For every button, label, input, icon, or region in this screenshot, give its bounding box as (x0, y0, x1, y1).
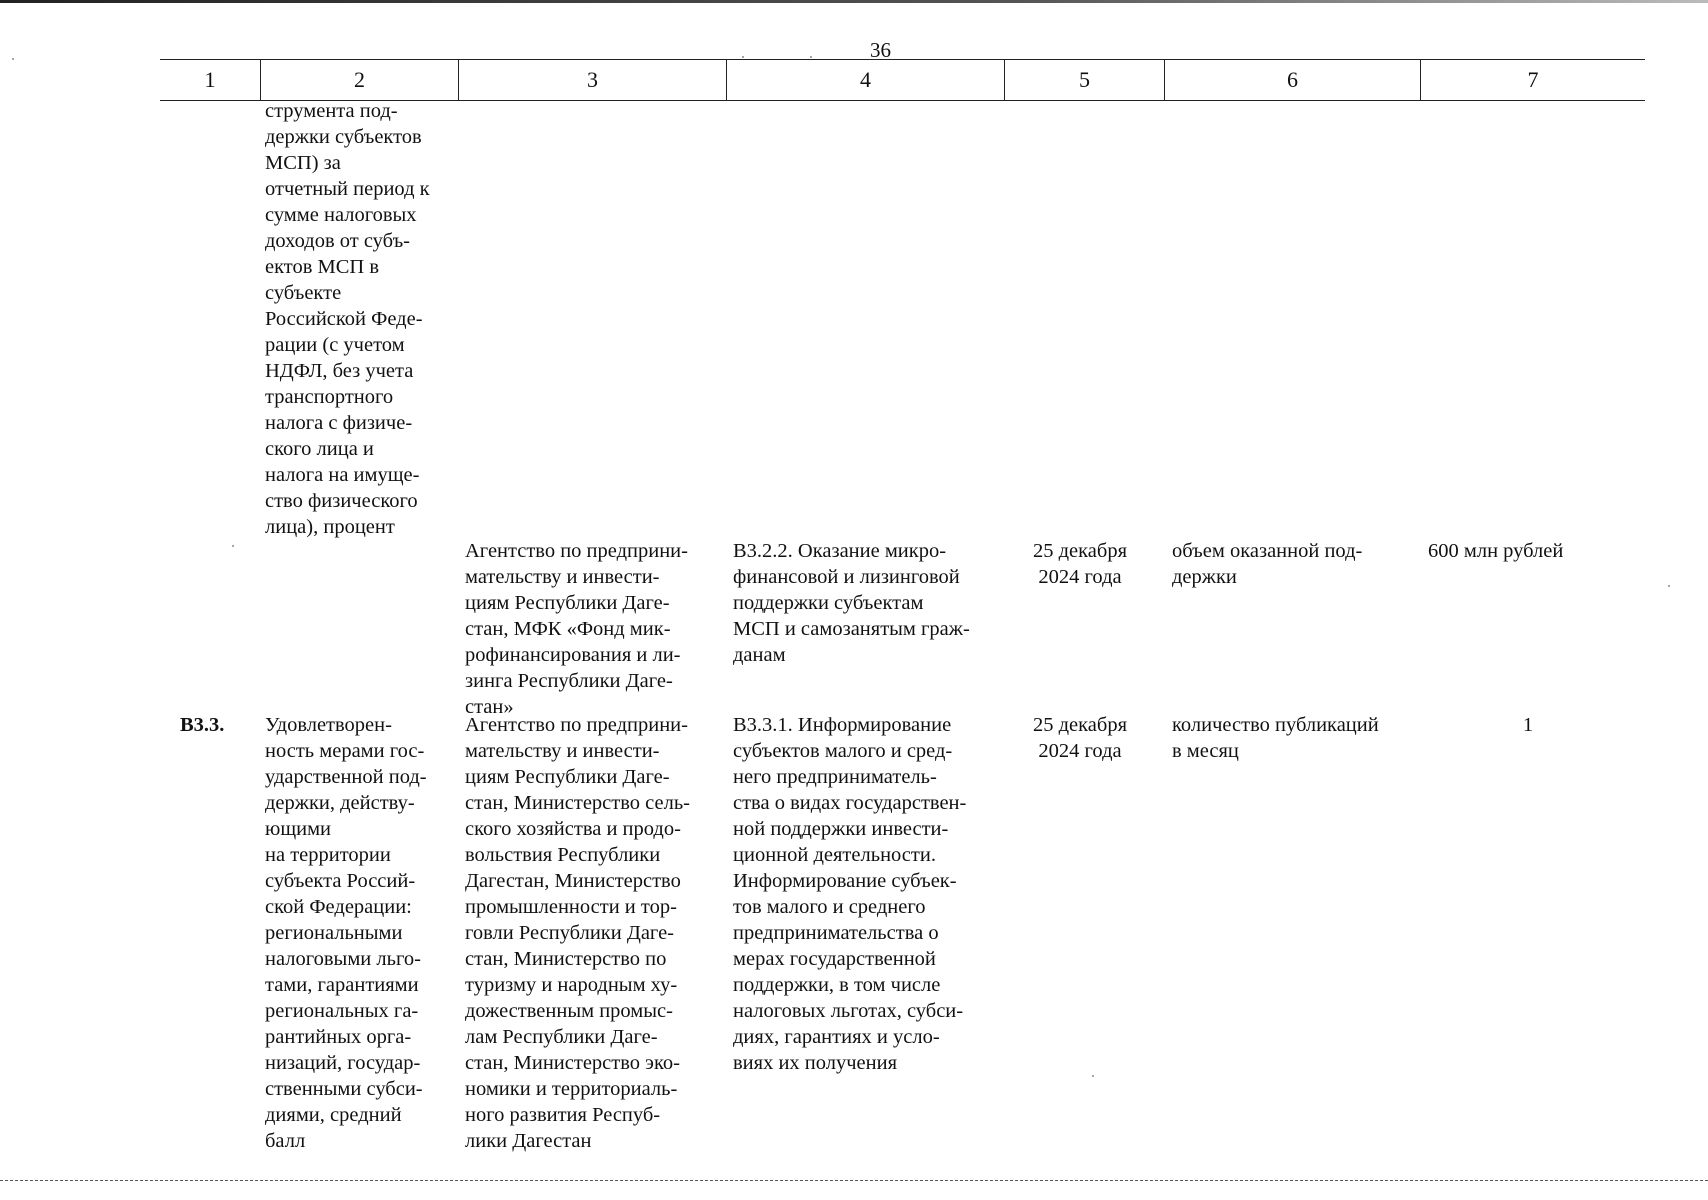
scan-bottom-rule (0, 1180, 1708, 1181)
header-col-4: 4 (726, 60, 1004, 100)
header-col-5: 5 (1004, 60, 1164, 100)
b322-metric-cell: объем оказанной под- держки (1172, 540, 1363, 588)
scan-speck (12, 58, 14, 60)
b33-executor-cell: Агентство по предприни- мательству и инвести- циям Республики Даге- стан, Министерство сель- ского хозяйства и продо- вольствия Республики Дагестан, Министерство промышленности и тор- говли Республики Даге- стан, Министерство по туризму и народным ху- дожественным промыс- лам Республики Даге- стан, Министерство эко- номики и территориаль- ного развития Респуб- лики Дагестан (465, 714, 690, 1152)
header-col-2: 2 (260, 60, 458, 100)
table-header-row (160, 59, 1645, 101)
scan-top-edge (0, 0, 1708, 3)
b322-measure-cell: В3.2.2. Оказание микро- финансовой и лизинговой поддержки субъектам МСП и самозанятым граж- данам (733, 540, 970, 666)
scan-speck (1668, 585, 1670, 587)
b33-code-cell: В3.3. (180, 714, 225, 736)
b322-deadline-cell: 25 декабря 2024 года (1032, 540, 1127, 588)
b322-value-cell: 600 млн рублей (1428, 540, 1564, 562)
b33-metric-cell: количество публикаций в месяц (1172, 714, 1379, 762)
header-col-1: 1 (204, 67, 216, 92)
continued-indicator-cell: струмента под- держки субъектов МСП) за отчетный период к сумме налоговых доходов от субъ- ектов МСП в субъекте Российской Феде- рации (с учетом НДФЛ, без учета транспортного налога с физиче- ского лица и налога на имуще- ство физического лица), процент (265, 100, 430, 538)
page-number: 36 (870, 38, 891, 62)
scan-speck (810, 56, 812, 58)
b33-value-cell: 1 (1522, 714, 1534, 736)
scan-speck (1092, 1075, 1094, 1077)
b33-indicator-cell: Удовлетворен- ность мерами гос- ударственной под- держки, действу- ющими на территории субъекта Россий- ской Федерации: региональными налоговыми льго- тами, гарантиями региональных га- рантийных орга- низаций, государ- ственными субси- диями, средний балл (265, 714, 427, 1152)
scan-speck (742, 56, 744, 58)
b322-executor-cell: Агентство по предприни- мательству и инвести- циям Республики Даге- стан, МФК «Фонд мик- рофинансирования и ли- зинга Республики Даге- стан» (465, 540, 688, 718)
scan-speck (232, 545, 234, 547)
header-col-6: 6 (1164, 60, 1420, 100)
header-col-3: 3 (458, 60, 726, 100)
b33-measure-cell: В3.3.1. Информирование субъектов малого и сред- него предприниматель- ства о видах государствен- ной поддержки инвести- ционной деятельности. Информирование субъек- тов малого и среднего предпринимательства о мерах государственной поддержки, в том числе налоговых льготах, субси- диях, гарантиях и усло- виях их получения (733, 714, 967, 1074)
b33-deadline-cell: 25 декабря 2024 года (1032, 714, 1127, 762)
header-col-7: 7 (1420, 60, 1645, 100)
